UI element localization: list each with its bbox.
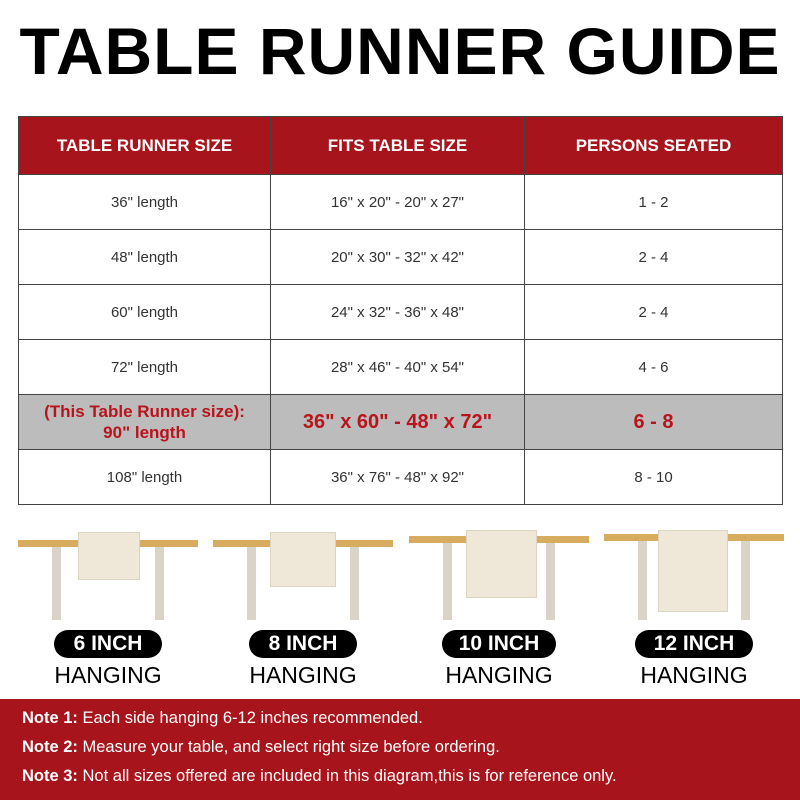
fits-size-cell: 36" x 76" - 48" x 92"	[271, 450, 525, 505]
note-label: Note 1:	[22, 709, 78, 727]
hanging-diagram-6-inch	[18, 530, 198, 688]
persons-cell: 8 - 10	[525, 450, 783, 505]
page-title: TABLE RUNNER GUIDE	[19, 14, 781, 88]
table-row	[19, 285, 783, 340]
table-leg	[350, 547, 359, 620]
runner-size-cell	[19, 395, 271, 450]
note-1	[22, 709, 423, 728]
table-row-highlighted	[19, 395, 783, 450]
table-leg	[443, 543, 452, 620]
runner-size-cell: 108" length	[19, 450, 271, 505]
hanging-diagram-8-inch	[213, 530, 393, 688]
persons-cell: 4 - 6	[525, 340, 783, 395]
hanging-size-badge: 10 INCH	[442, 630, 556, 658]
runner-drop	[270, 532, 336, 587]
note-text: Each side hanging 6-12 inches recommended.	[82, 709, 423, 727]
table-leg	[52, 547, 61, 620]
table-header-row	[19, 117, 783, 175]
header-fits-table-size: FITS TABLE SIZE	[271, 117, 525, 175]
fits-size-cell: 36" x 60" - 48" x 72"	[271, 395, 525, 450]
table-leg	[741, 541, 750, 620]
hanging-label: HANGING	[249, 662, 357, 688]
hanging-size-badge: 12 INCH	[635, 630, 753, 658]
hanging-diagram-10-inch	[409, 530, 589, 688]
runner-size-cell: 60" length	[19, 285, 271, 340]
persons-cell: 2 - 4	[525, 285, 783, 340]
header-runner-size: TABLE RUNNER SIZE	[19, 117, 271, 175]
note-text: Measure your table, and select right size before ordering.	[82, 738, 500, 756]
hanging-label: HANGING	[445, 662, 553, 688]
this-runner-size-note: (This Table Runner size):	[44, 402, 245, 421]
runner-drop	[78, 532, 140, 580]
notes-panel	[0, 699, 800, 800]
note-2	[22, 738, 500, 757]
table-row	[19, 175, 783, 230]
persons-cell: 2 - 4	[525, 230, 783, 285]
note-text: Not all sizes offered are included in this diagram,this is for reference only.	[82, 767, 617, 785]
hanging-label: HANGING	[640, 662, 748, 688]
runner-drop	[466, 530, 537, 598]
hanging-size-badge: 8 INCH	[249, 630, 357, 658]
fits-size-cell: 16" x 20" - 20" x 27"	[271, 175, 525, 230]
runner-drop	[658, 530, 728, 612]
persons-cell: 6 - 8	[525, 395, 783, 450]
table-leg	[546, 543, 555, 620]
table-leg	[247, 547, 256, 620]
table-leg	[155, 547, 164, 620]
runner-size-cell: 72" length	[19, 340, 271, 395]
fits-size-cell: 20" x 30" - 32" x 42"	[271, 230, 525, 285]
table-row	[19, 340, 783, 395]
fits-size-cell: 28" x 46" - 40" x 54"	[271, 340, 525, 395]
hanging-label: HANGING	[54, 662, 162, 688]
table-row	[19, 450, 783, 505]
note-label: Note 3:	[22, 767, 78, 785]
this-runner-length: 90" length	[103, 423, 186, 442]
header-persons-seated: PERSONS SEATED	[525, 117, 783, 175]
hanging-diagram-12-inch	[604, 530, 784, 688]
note-label: Note 2:	[22, 738, 78, 756]
table-row	[19, 230, 783, 285]
runner-size-cell: 36" length	[19, 175, 271, 230]
size-guide-table	[18, 116, 783, 505]
persons-cell: 1 - 2	[525, 175, 783, 230]
table-leg	[638, 541, 647, 620]
runner-size-cell: 48" length	[19, 230, 271, 285]
note-3	[22, 767, 617, 786]
hanging-size-badge: 6 INCH	[54, 630, 162, 658]
fits-size-cell: 24" x 32" - 36" x 48"	[271, 285, 525, 340]
